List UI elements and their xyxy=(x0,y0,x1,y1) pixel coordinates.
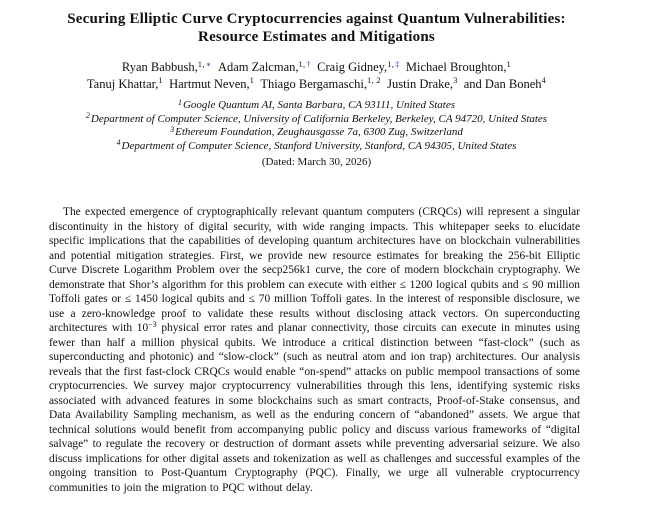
author xyxy=(169,77,254,91)
affiliation-marker: 1 xyxy=(177,97,182,107)
author-name: Justin Drake, xyxy=(387,76,454,91)
author-line-1 xyxy=(23,59,610,76)
author-name: Ryan Babbush, xyxy=(121,60,198,74)
author-name: Thiago Bergamaschi, xyxy=(260,76,368,91)
author xyxy=(218,60,311,74)
author xyxy=(406,60,511,74)
author-affiliation-marker: 1,‡ xyxy=(387,58,400,69)
author-name: and Dan Boneh xyxy=(463,76,542,91)
author-name: Craig Gidney, xyxy=(317,60,388,74)
affiliation xyxy=(23,113,610,127)
paper-title-line1: Securing Elliptic Curve Cryptocurrencies against Quantum Vulnerabilities: xyxy=(67,11,566,27)
author xyxy=(317,60,400,74)
affiliation xyxy=(23,140,610,154)
author xyxy=(260,77,381,91)
author xyxy=(387,77,458,91)
author-footnote-link[interactable]: ‡ xyxy=(395,58,400,69)
author-name: Hartmut Neven, xyxy=(169,76,250,91)
author xyxy=(87,77,163,91)
author xyxy=(464,77,546,91)
affiliation-text: Ethereum Foundation, Zeughausgasse 7a, 6300 Zug, Switzerland xyxy=(175,126,463,138)
affiliation-marker: 2 xyxy=(85,111,90,120)
exponent-superscript: −3 xyxy=(148,320,157,329)
author-name: Michael Broughton, xyxy=(405,60,507,74)
affiliation-list xyxy=(23,99,610,169)
affiliation-text: Department of Computer Science, University of California Berkeley, Berkeley, CA 94720, United States xyxy=(90,112,548,125)
author-footnote-link[interactable]: ∗ xyxy=(205,58,212,69)
author-name: Tanuj Khattar, xyxy=(86,76,159,91)
author-affiliation-marker: 1,† xyxy=(298,58,312,69)
dated-line: (Dated: March 30, 2026) xyxy=(261,156,372,168)
paper-title-line2: Resource Estimates and Mitigations xyxy=(198,29,435,45)
author-affiliation-marker: 1 xyxy=(249,75,255,85)
author-list xyxy=(23,59,610,92)
affiliation xyxy=(23,126,610,140)
author xyxy=(122,60,212,74)
abstract-text-part2: physical error rates and planar connectivity, those circuits can execute in minutes using fewer than half a million physical qubits. We introduce a critical distinction between “fast-clock” (such as superconducting and photonic) and “slow-clock” (such as neutral atom and ion trap) architectures. Our analysis reveals that the first fast-clock CRQCs would enable “on-spend” attacks on public mempool transactions of some cryptocurrencies. We survey major cryptocurrency vulnerabilities through this lens, identifying systemic risks associated with advanced features in some blockchains such as smart contracts, Proof-of-Stake consensus, and Data Availability Sampling mechanism, as well as the enduring concern of “abandoned” assets. We argue that technical solutions would benefit from accompanying public policy and discuss various frameworks of “digital salvage” to regulate the recovery or destruction of dormant assets while preventing adversarial seizure. We also discuss implications for other digital assets and tokenization as well as challenges and successful examples of the ongoing transition to Post-Quantum Cryptography (PQC). Finally, we urge all vulnerable cryptocurrency communities to join the migration to PQC without delay. xyxy=(49,322,580,494)
author-affiliation-marker: 3 xyxy=(453,75,458,85)
abstract-text-part1: The expected emergence of cryptographically relevant quantum computers (CRQCs) will represent a singular discontinuity in the history of digital security, with wide ranging impacts. This whitepaper seeks to elucidate specific implications that the capabilities of developing quantum architectures have on blockchain vulnerabilities and potential mitigation strategies. First, we provide new resource estimates for breaking the 256-bit Elliptic Curve Discrete Logarithm Problem over the secp256k1 curve, the core of modern blockchain cryptography. We demonstrate that Shor’s algorithm for this problem can execute with either ≤ 1200 logical qubits and ≤ 90 million Toffoli gates or ≤ 1450 logical qubits and ≤ 70 million Toffoli gates. In the interest of responsible disclosure, we use a zero-knowledge proof to validate these results without disclosing attack vectors. On superconducting architectures with 10 xyxy=(49,206,580,334)
affiliation-text: Department of Computer Science, Stanford University, Stanford, CA 94305, United States xyxy=(121,139,517,152)
author-line-2 xyxy=(23,76,610,93)
author-affiliation-marker: 1,∗ xyxy=(197,58,212,69)
abstract xyxy=(49,205,580,495)
paper-title xyxy=(23,0,610,46)
affiliation xyxy=(23,99,610,113)
author-affiliation-marker: 1 xyxy=(158,75,163,85)
author-name: Adam Zalcman, xyxy=(217,60,299,74)
author-affiliation-marker: 4 xyxy=(541,75,547,85)
author-affiliation-marker: 1 xyxy=(506,58,512,69)
author-footnote-link[interactable]: † xyxy=(306,58,312,69)
affiliation-marker: 3 xyxy=(170,124,175,134)
paper-column xyxy=(23,0,610,495)
author-affiliation-marker: 1, 2 xyxy=(367,75,381,85)
affiliation-text: Google Quantum AI, Santa Barbara, CA 93111, United States xyxy=(182,99,456,111)
affiliation-marker: 4 xyxy=(116,138,121,147)
